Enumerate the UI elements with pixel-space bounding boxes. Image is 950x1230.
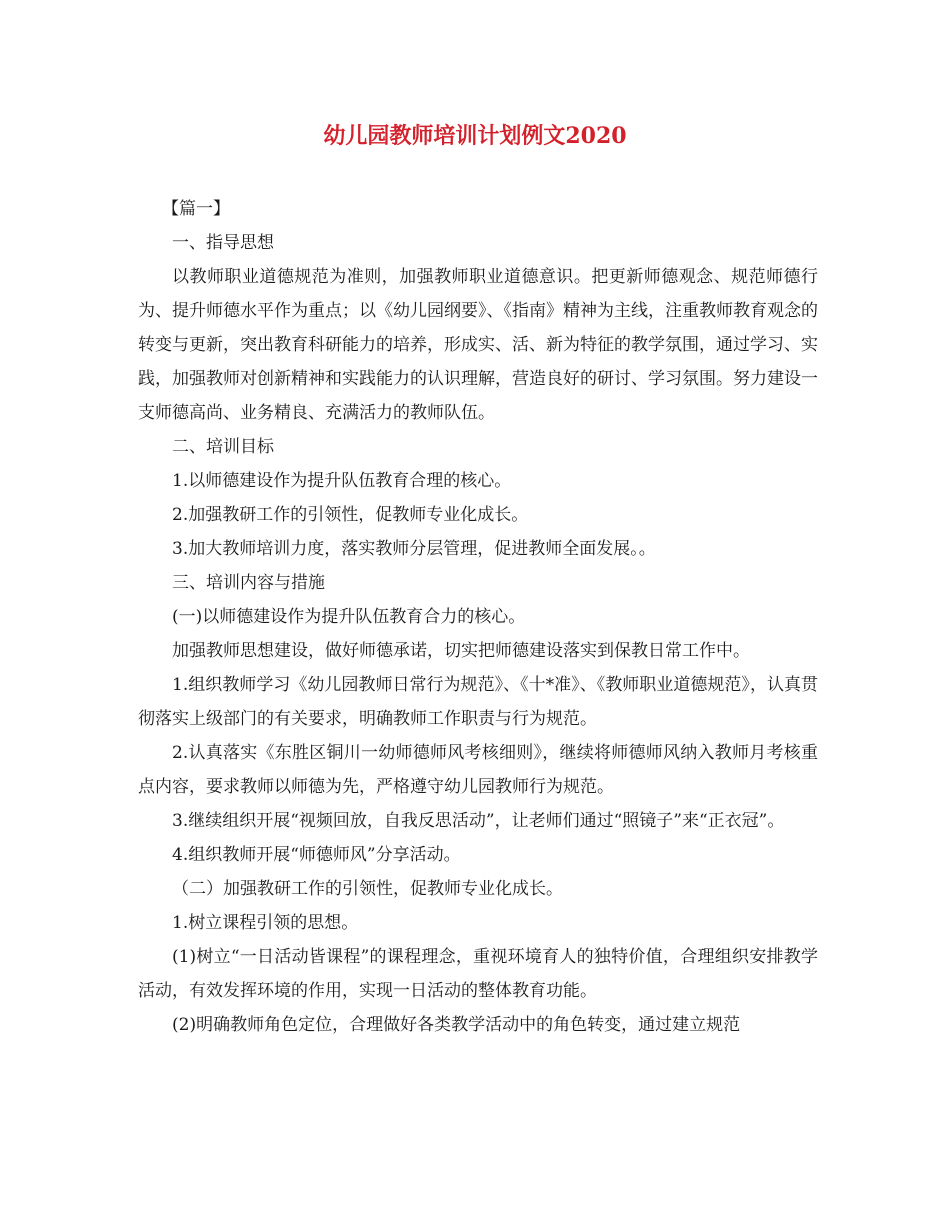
paragraph: 以教师职业道德规范为准则，加强教师职业道德意识。把更新师德观念、规范师德行为、提升师德水平作为重点；以《幼儿园纲要》、《指南》精神为主线，注重教师教育观念的转变与更新，突出教育科研能力的培养，形成实、活、新为特征的教学氛围，通过学习、实践，加强教师对创新精神和实践能力的认识理解，营造良好的研讨、学习氛围。努力建设一支师德高尚、业务精良、充满活力的教师队伍。 [138, 267, 818, 423]
section-label: 【篇一】 [162, 199, 230, 219]
heading-guiding-thought: 一、指导思想 [172, 233, 274, 253]
document-title: 幼儿园教师培训计划例文2020 [323, 123, 627, 149]
list-item: (2)明确教师角色定位，合理做好各类教学活动中的角色转变，通过建立规范 [172, 1015, 741, 1035]
list-item: (1)树立“一日活动皆课程”的课程理念，重视环境育人的独特价值，合理组织安排教学活动，有效发挥环境的作用，实现一日活动的整体教育功能。 [138, 947, 818, 1001]
list-item: 2.认真落实《东胜区铜川一幼师德师风考核细则》，继续将师德师风纳入教师月考核重点内容，要求教师以师德为先，严格遵守幼儿园教师行为规范。 [138, 743, 818, 797]
list-item: 3.继续组织开展“视频回放，自我反思活动”，让老师们通过“照镜子”来“正衣冠”。 [172, 811, 785, 831]
document-body [138, 192, 818, 1042]
list-item: 4.组织教师开展“师德师风”分享活动。 [172, 845, 461, 865]
list-item: 1.以师德建设作为提升队伍教育合理的核心。 [172, 471, 512, 491]
list-item: 2.加强教研工作的引领性，促教师专业化成长。 [172, 505, 529, 525]
list-item: 1.组织教师学习《幼儿园教师日常行为规范》、《十*准》、《教师职业道德规范》，认真贯彻落实上级部门的有关要求，明确教师工作职责与行为规范。 [138, 675, 818, 729]
list-item: 3.加大教师培训力度，落实教师分层管理，促进教师全面发展。。 [172, 539, 656, 559]
list-item: 1.树立课程引领的思想。 [172, 913, 359, 933]
subheading: (一)以师德建设作为提升队伍教育合力的核心。 [172, 607, 526, 627]
subheading: （二）加强教研工作的引领性，促教师专业化成长。 [172, 879, 563, 899]
paragraph: 加强教师思想建设，做好师德承诺，切实把师德建设落实到保教日常工作中。 [172, 641, 750, 661]
heading-training-goals: 二、培训目标 [172, 437, 274, 457]
heading-training-content: 三、培训内容与措施 [172, 573, 325, 593]
